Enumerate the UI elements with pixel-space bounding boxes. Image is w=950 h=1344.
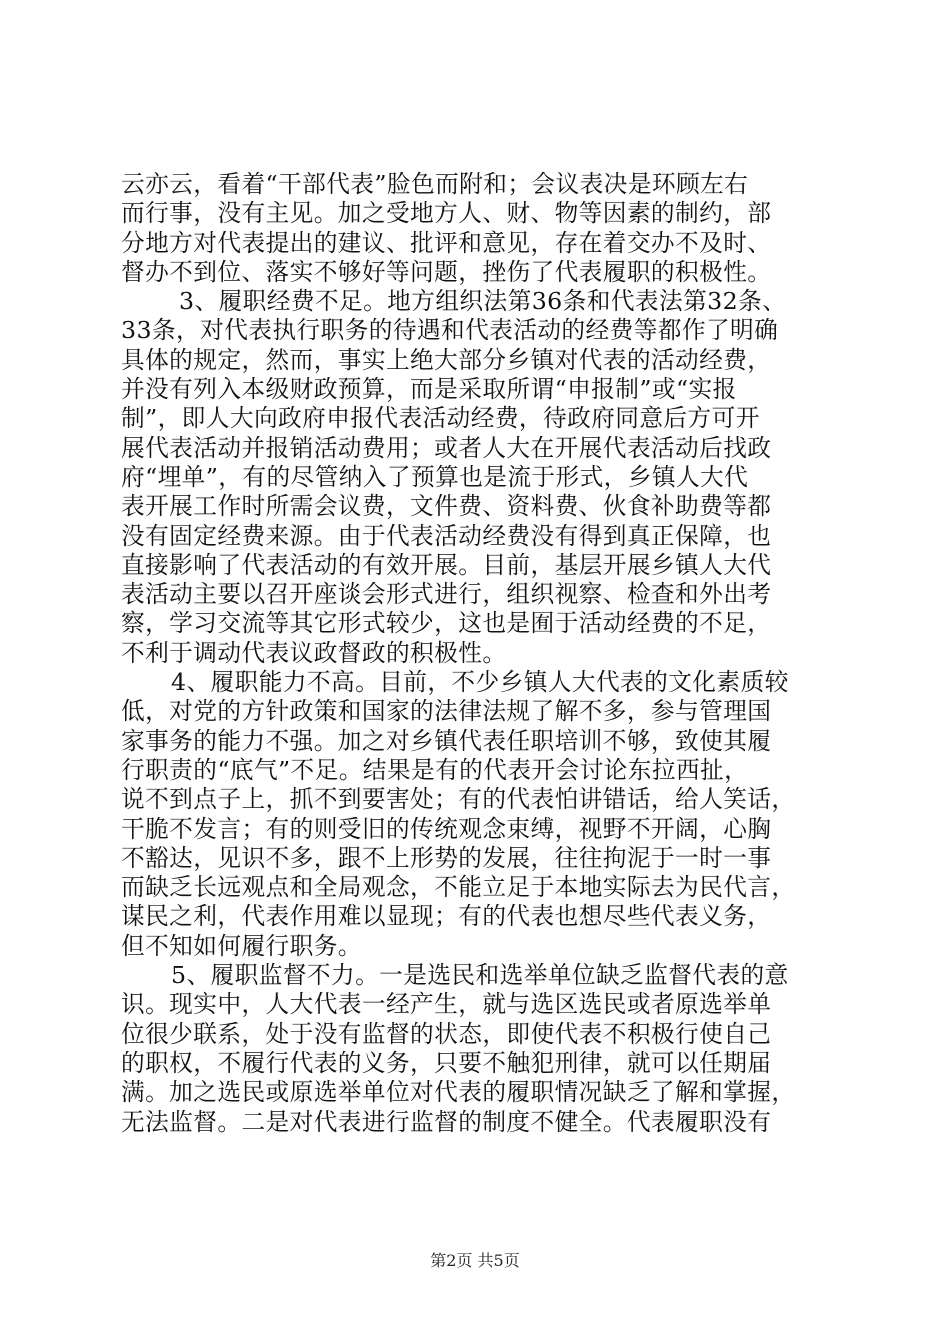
- text-line: 没有固定经费来源。由于代表活动经费没有得到真正保障，也: [121, 521, 772, 550]
- text-line: 并没有列入本级财政预算，而是采取所谓“申报制”或“实报: [121, 375, 737, 404]
- text-line: 的职权，不履行代表的义务，只要不触犯刑律，就可以任期届: [121, 1048, 772, 1077]
- paragraph-start-line: 3、履职经费不足。地方组织法第36条和代表法第32条、: [179, 287, 787, 316]
- text-line: 直接影响了代表活动的有效开展。目前，基层开展乡镇人大代: [121, 550, 772, 579]
- text-line: 表活动主要以召开座谈会形式进行，组织视察、检查和外出考: [121, 580, 772, 609]
- text-line: 33条，对代表执行职务的待遇和代表活动的经费等都作了明确: [121, 316, 779, 345]
- text-line: 察，学习交流等其它形式较少，这也是囿于活动经费的不足，: [121, 609, 772, 638]
- text-line: 督办不到位、落实不够好等问题，挫伤了代表履职的积极性。: [121, 257, 772, 286]
- page-number-footer: 第2页 共5页: [430, 1251, 520, 1270]
- text-line: 不豁达，见识不多，跟不上形势的发展，往往拘泥于一时一事: [121, 843, 772, 872]
- text-line: 而缺乏长远观点和全局观念，不能立足于本地实际去为民代言，: [121, 873, 796, 902]
- text-line: 展代表活动并报销活动费用；或者人大在开展代表活动后找政: [121, 433, 772, 462]
- text-line: 干脆不发言；有的则受旧的传统观念束缚，视野不开阔，心胸: [121, 814, 772, 843]
- text-line: 位很少联系，处于没有监督的状态，即使代表不积极行使自己: [121, 1019, 772, 1048]
- text-line: 说不到点子上，抓不到要害处；有的代表怕讲错话，给人笑话，: [121, 785, 796, 814]
- text-line: 不利于调动代表议政督政的积极性。: [121, 638, 507, 667]
- text-line: 无法监督。二是对代表进行监督的制度不健全。代表履职没有: [121, 1107, 772, 1136]
- paragraph-start-line: 4、履职能力不高。目前，不少乡镇人大代表的文化素质较: [171, 668, 789, 697]
- document-body: [121, 170, 833, 1137]
- text-line: 府“埋单”，有的尽管纳入了预算也是流于形式，乡镇人大代: [121, 462, 749, 491]
- text-line: 云亦云，看着“干部代表”脸色而附和；会议表决是环顾左右: [121, 170, 749, 198]
- text-line: 而行事，没有主见。加之受地方人、财、物等因素的制约，部: [121, 199, 772, 228]
- text-line: 但不知如何履行职务。: [121, 931, 362, 960]
- text-line: 家事务的能力不强。加之对乡镇代表任职培训不够，致使其履: [121, 726, 772, 755]
- text-line: 行职责的“底气”不足。结果是有的代表开会讨论东拉西扯，: [121, 755, 749, 784]
- text-line: 识。现实中，人大代表一经产生，就与选区选民或者原选举单: [121, 990, 772, 1019]
- text-line: 分地方对代表提出的建议、批评和意见，存在着交办不及时、: [121, 228, 772, 257]
- text-line: 低，对党的方针政策和国家的法律法规了解不多，参与管理国: [121, 697, 772, 726]
- text-line: 满。加之选民或原选举单位对代表的履职情况缺乏了解和掌握，: [121, 1078, 796, 1107]
- paragraph-start-line: 5、履职监督不力。一是选民和选举单位缺乏监督代表的意: [171, 961, 789, 990]
- text-line: 制”，即人大向政府申报代表活动经费，待政府同意后方可开: [121, 404, 760, 433]
- text-line: 具体的规定，然而，事实上绝大部分乡镇对代表的活动经费，: [121, 345, 772, 374]
- text-line: 谋民之利，代表作用难以显现；有的代表也想尽些代表义务，: [121, 902, 772, 931]
- text-line: 表开展工作时所需会议费，文件费、资料费、伙食补助费等都: [121, 492, 772, 521]
